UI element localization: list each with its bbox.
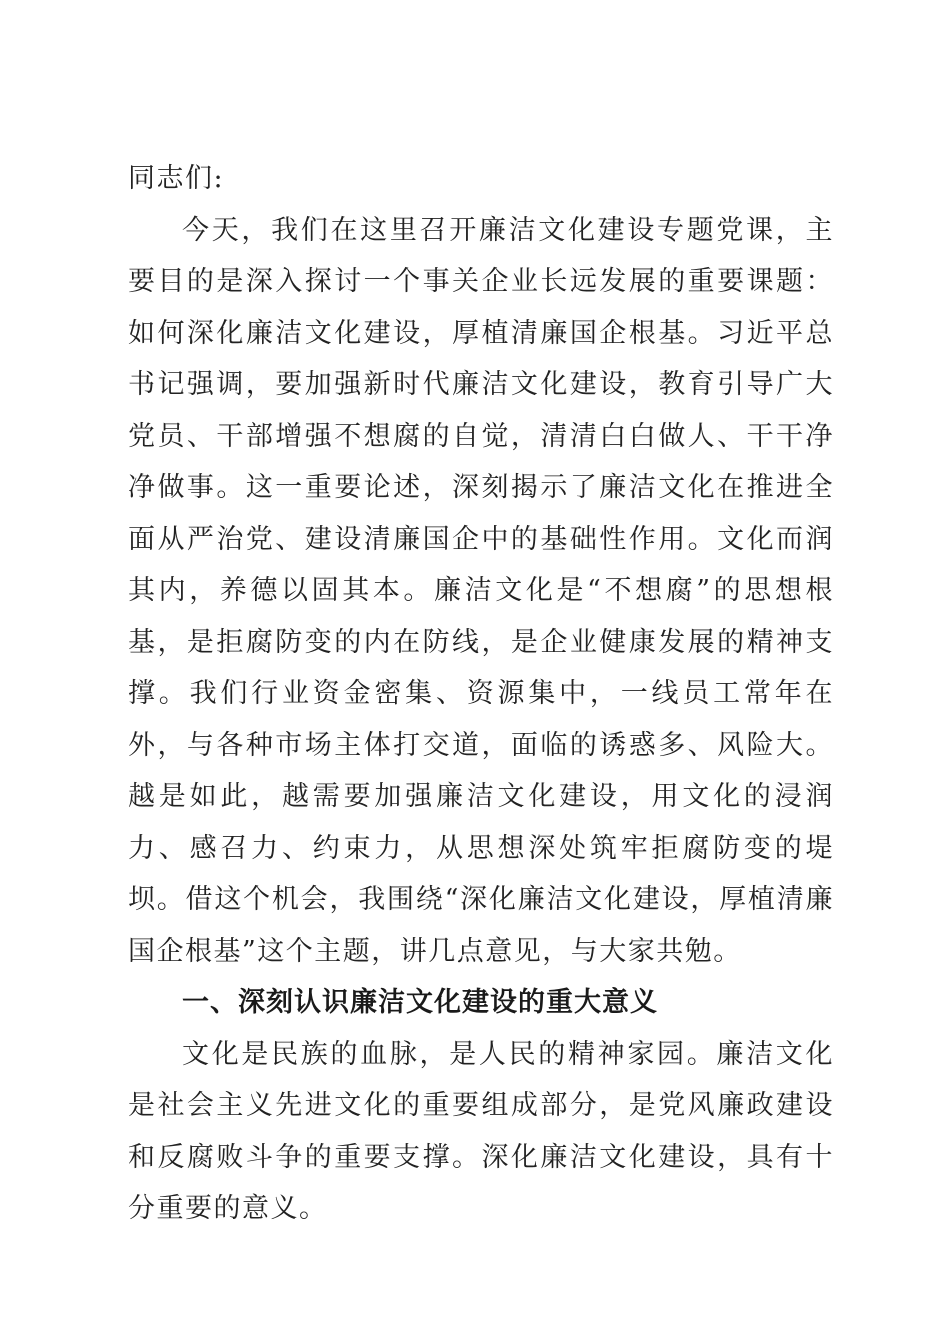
intro-paragraph: 今天，我们在这里召开廉洁文化建设专题党课，主要目的是深入探讨一个事关企业长远发展的重要课题：如何深化廉洁文化建设，厚植清廉国企根基。习近平总书记强调，要加强新时代廉洁文化建设，教育引导广大党员、干部增强不想腐的自觉，清清白白做人、干干净净做事。这一重要论述，深刻揭示了廉洁文化在推进全面从严治党、建设清廉国企中的基础性作用。文化而润其内，养德以固其本。廉洁文化是“不想腐”的思想根基，是拒腐防变的内在防线，是企业健康发展的精神支撑。我们行业资金密集、资源集中，一线员工常年在外，与各种市场主体打交道，面临的诱惑多、风险大。越是如此，越需要加强廉洁文化建设，用文化的浸润力、感召力、约束力，从思想深处筑牢拒腐防变的堤坝。借这个机会，我围绕“深化廉洁文化建设，厚植清廉国企根基”这个主题，讲几点意见，与大家共勉。 (128, 214, 834, 967)
salutation: 同志们: (128, 163, 225, 194)
document-body (128, 153, 834, 1235)
section-paragraph: 文化是民族的血脉，是人民的精神家园。廉洁文化是社会主义先进文化的重要组成部分，是党风廉政建设和反腐败斗争的重要支撑。深化廉洁文化建设，具有十分重要的意义。 (128, 1038, 834, 1224)
section-heading: 一、深刻认识廉洁文化建设的重大意义 (182, 987, 658, 1018)
